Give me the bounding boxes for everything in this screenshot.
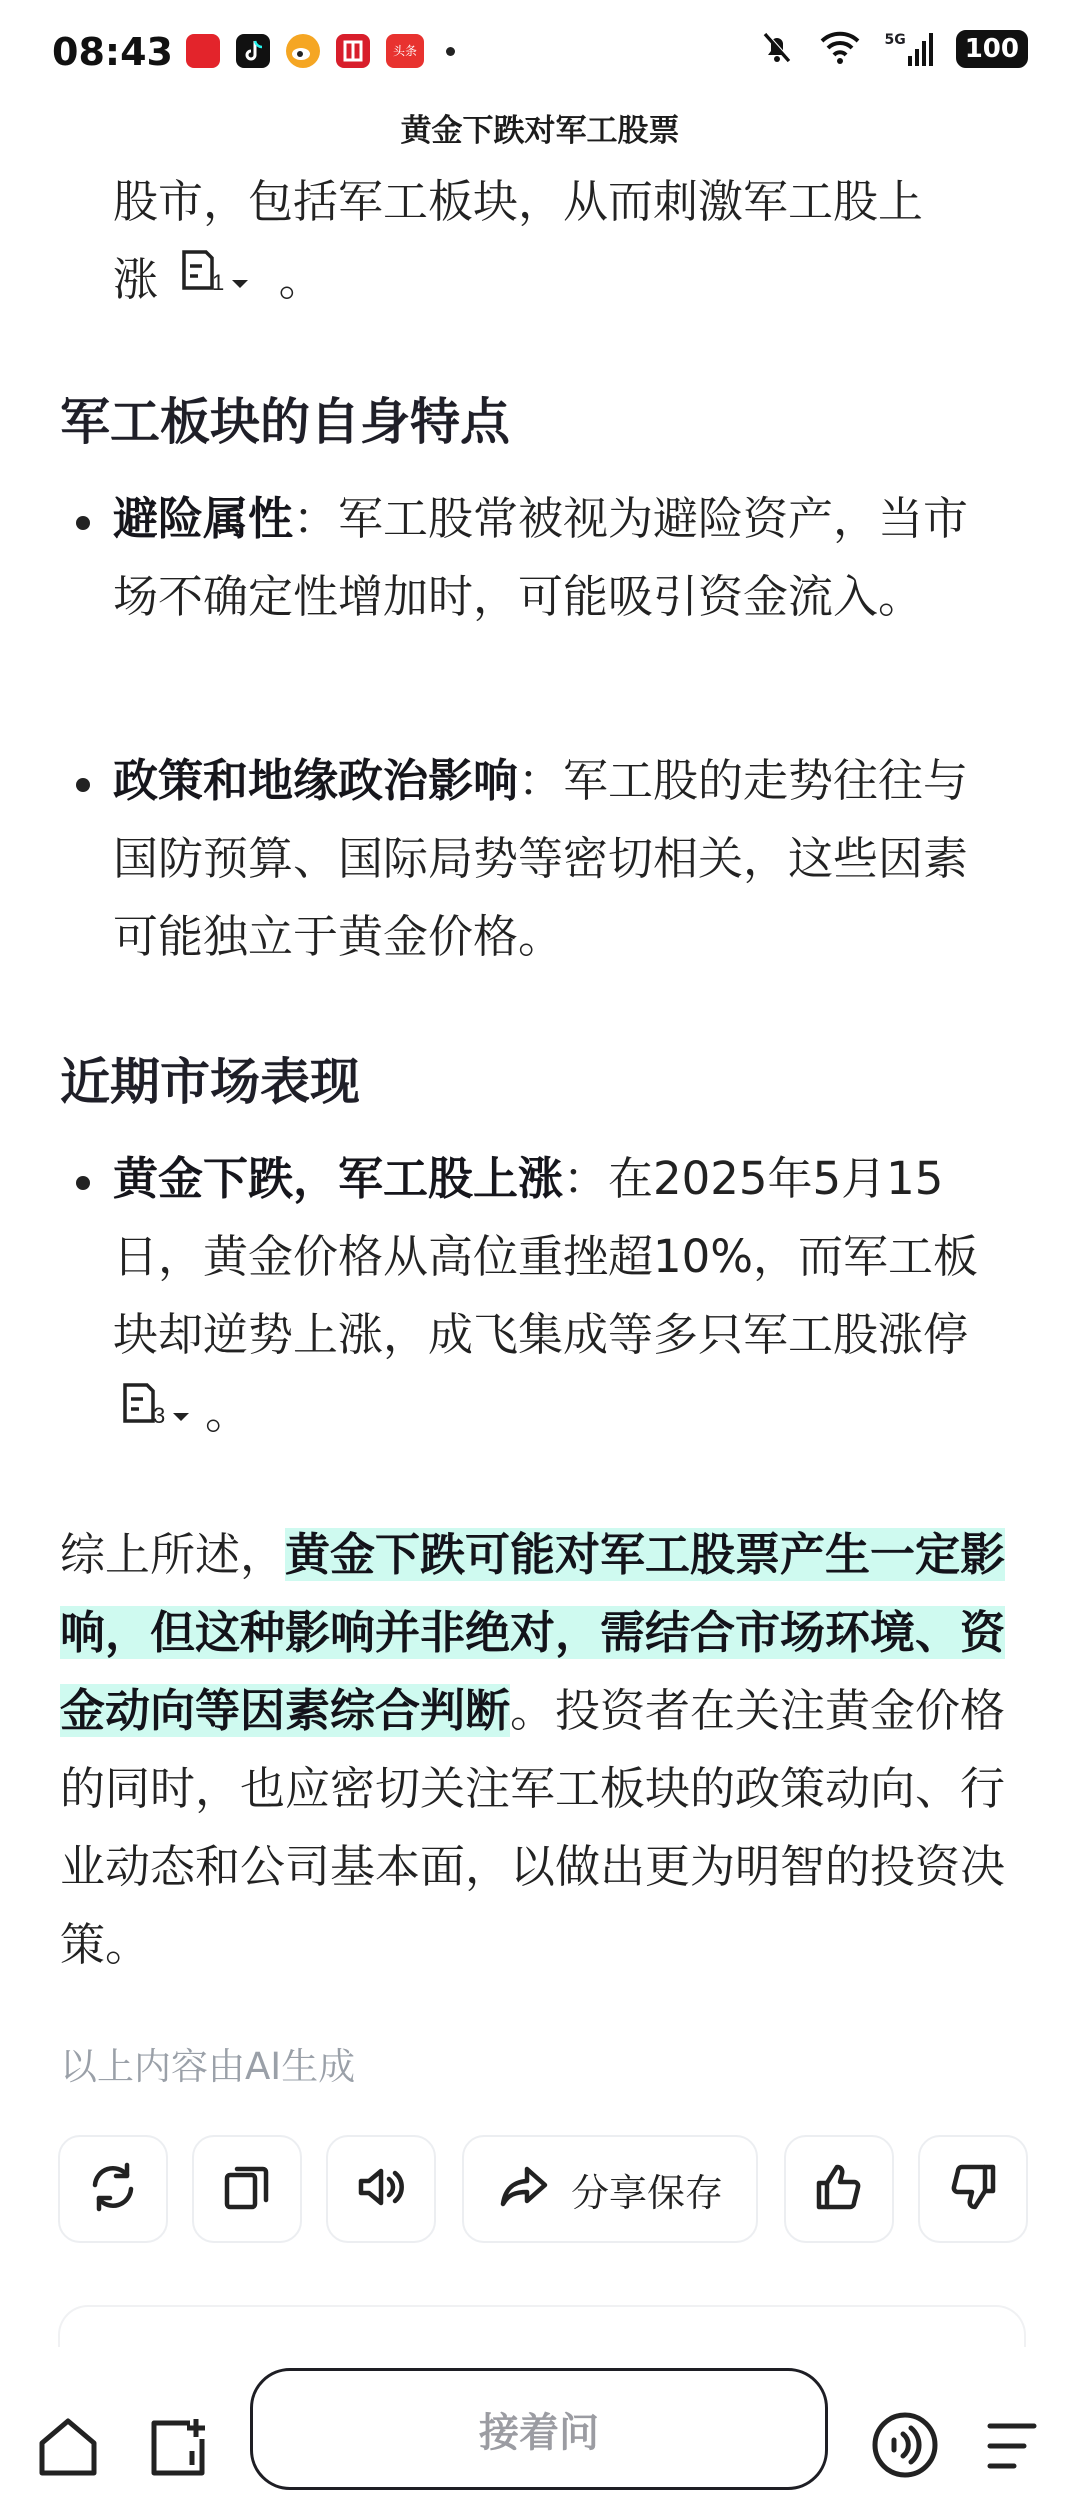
page-title: 黄金下跌对军工股票 [400, 113, 680, 149]
huawei-red-icon [186, 34, 220, 68]
intro-paragraph [113, 163, 1013, 322]
citation-ref-button[interactable] [119, 1377, 199, 1455]
copy-icon [219, 2159, 275, 2219]
menu-icon[interactable] [984, 2418, 1040, 2478]
voice-call-icon[interactable] [870, 2410, 940, 2484]
follow-up-placeholder: 接着问 [479, 2409, 599, 2456]
follow-up-input[interactable] [250, 2368, 828, 2490]
battery-indicator: 100 [956, 30, 1028, 68]
share-save-button[interactable] [462, 2135, 758, 2243]
refresh-icon [85, 2159, 141, 2219]
intro-line-2: 涨 1 。 [113, 241, 1013, 322]
wifi-icon [818, 29, 862, 69]
read-aloud-button[interactable] [326, 2135, 436, 2243]
more-notifications-dot [446, 47, 455, 56]
new-chat-icon[interactable] [146, 2415, 210, 2483]
summary-highlight: 黄金下跌可能对军工股票产生一定影响，但这种影响并非绝对，需结合市场环境、资金动向等因素综合判断 [60, 1528, 1006, 1737]
bullet-dot [76, 778, 90, 792]
list-item-geopolitics: 政策和地缘政治影响：军工股的走势往往与国防预算、国际局势等密切相关，这些因素可能独立于黄金价格。 [113, 754, 969, 963]
notification-app-icons [186, 34, 455, 68]
intro-line-1: 股市，包括军工板块，从而刺激军工股上 [113, 175, 924, 228]
copy-button[interactable] [192, 2135, 302, 2243]
thumbs-up-icon [811, 2159, 867, 2219]
home-icon[interactable] [36, 2415, 100, 2483]
section-heading-recent-performance: 近期市场表现 [60, 1053, 360, 1111]
status-bar [0, 0, 1080, 110]
toutiao-icon: 头条 [386, 34, 424, 68]
regenerate-button[interactable] [58, 2135, 168, 2243]
share-save-label: 分享保存 [570, 2170, 723, 2215]
like-button[interactable] [784, 2135, 894, 2243]
list-item-recent-market: 黄金下跌，军工股上涨：在2025年5月15日，黄金价格从高位重挫超10%，而军工板块却逆势上涨，成飞集成等多只军工股涨停 3 。 [113, 1140, 993, 1455]
system-icons [758, 28, 1028, 70]
next-card-edge [58, 2305, 1026, 2347]
citation-ref-button[interactable] [178, 244, 258, 322]
svg-text:1: 1 [212, 270, 225, 295]
clock: 08:43 [52, 30, 173, 74]
tiktok-icon [236, 34, 270, 68]
bank-app-icon [336, 34, 370, 68]
section-heading-features: 军工板块的自身特点 [60, 393, 510, 451]
response-actions [58, 2135, 1028, 2245]
bullet-dot [76, 1176, 90, 1190]
summary-paragraph: 综上所述，黄金下跌可能对军工股票产生一定影响，但这种影响并非绝对，需结合市场环境、资金动向等因素综合判断。投资者在关注黄金价格的同时，也应密切关注军工板块的政策动向、行业动态和公司基本面，以做出更为明智的投资决策。 [60, 1528, 1006, 1971]
mute-bell-icon [758, 28, 796, 70]
weibo-icon [286, 34, 320, 68]
dislike-button[interactable] [918, 2135, 1028, 2243]
share-icon [497, 2159, 553, 2219]
cellular-signal-icon: 5G [884, 32, 933, 66]
thumbs-down-icon [945, 2159, 1001, 2219]
svg-text:3: 3 [153, 1403, 166, 1428]
bullet-dot [76, 516, 90, 530]
ai-generated-note: 以上内容由AI生成 [60, 2045, 356, 2088]
speaker-icon [353, 2159, 409, 2219]
list-item-safe-haven: 避险属性：军工股常被视为避险资产，当市场不确定性增加时，可能吸引资金流入。 [113, 492, 969, 623]
